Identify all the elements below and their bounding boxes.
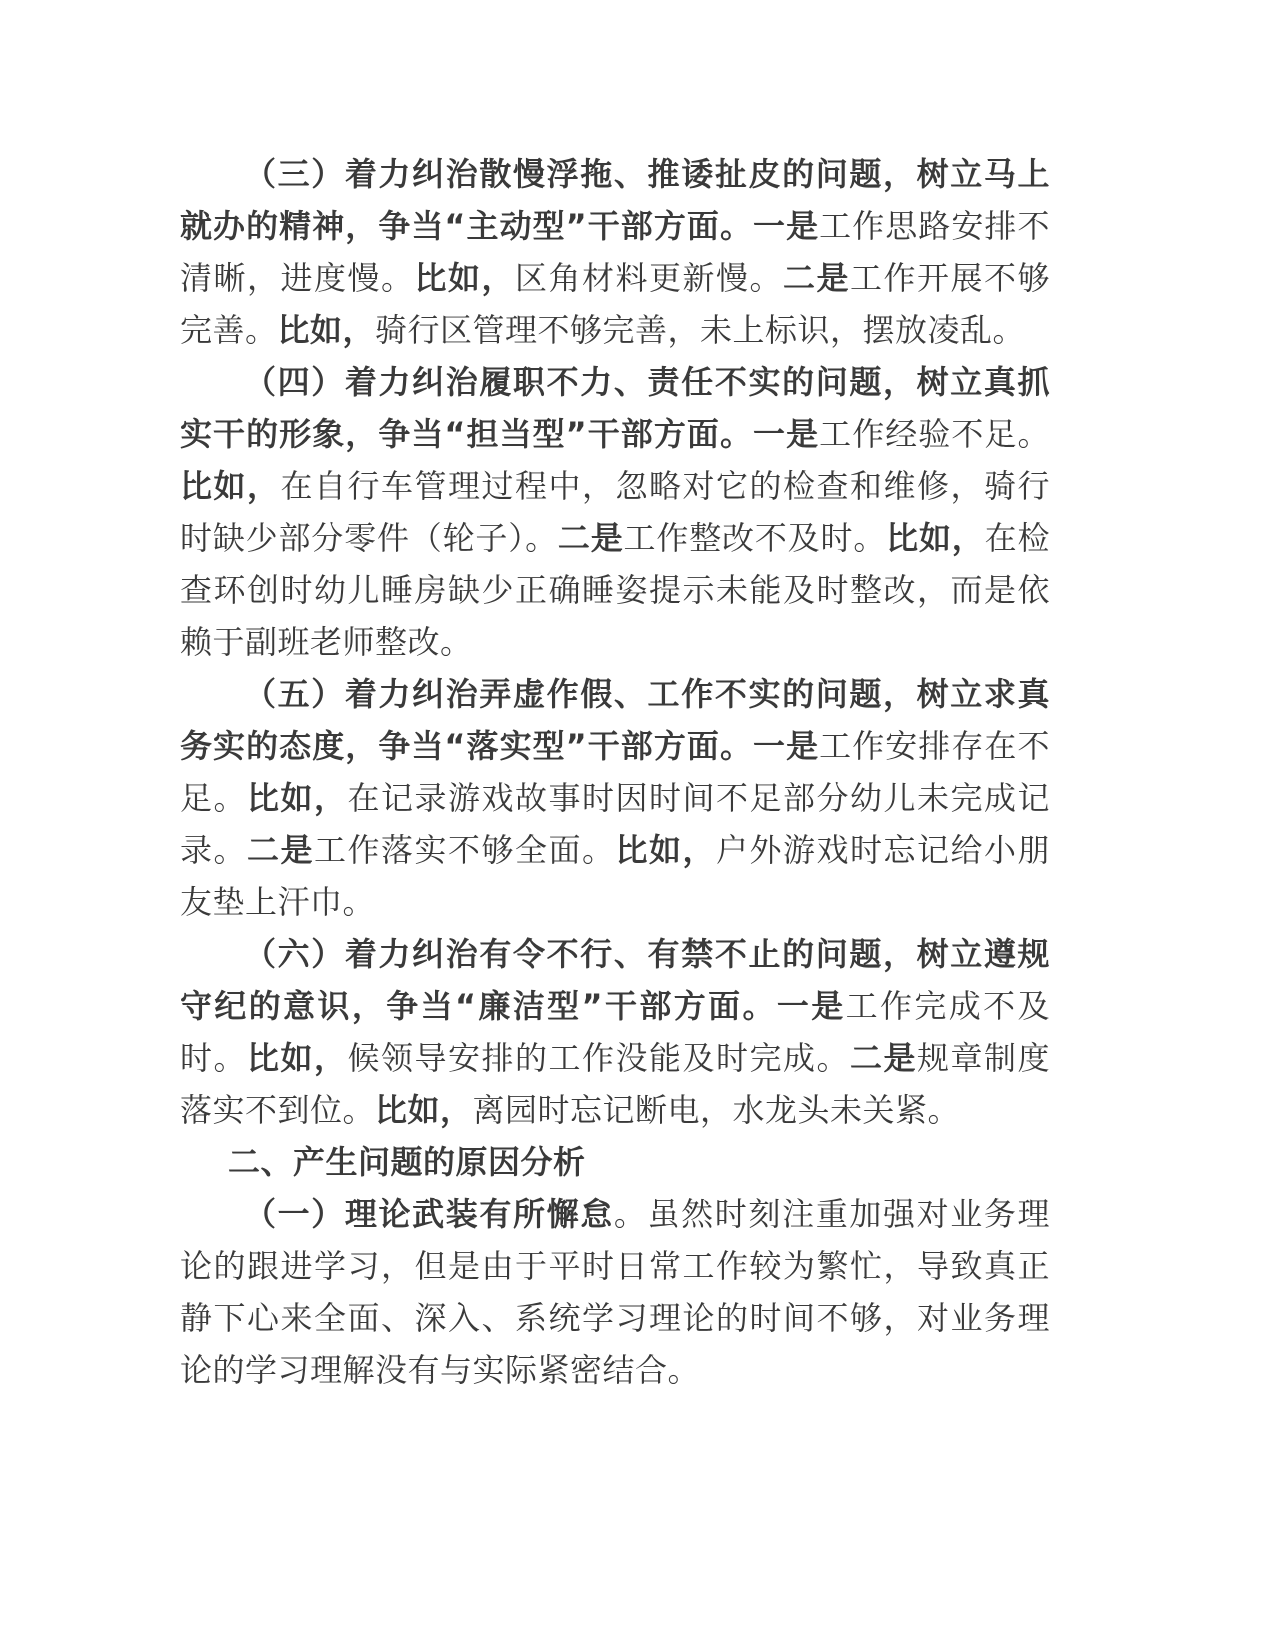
section-3-paragraph: [180, 148, 1050, 356]
example-text: 在检查环创时幼儿睡房缺少正确睡姿提示未能及时整改，而是依赖于副班老师整改。: [180, 519, 1050, 661]
section-4-paragraph: [180, 356, 1050, 668]
example-label: 比如，: [277, 311, 376, 349]
example-label: 比如，: [247, 1039, 348, 1077]
example-label: 比如，: [886, 519, 985, 557]
point-one-label: 一是: [753, 415, 820, 453]
section-4-title: （四）着力纠治履职不力、责任不实的问题，树立真抓实干的形象，争当“担当型”干部方面。: [180, 363, 1050, 453]
point-one-text: 工作思路安排不清晰，进度慢。: [180, 207, 1050, 297]
point-two-text: 工作开展不够完善。: [180, 259, 1050, 349]
section-6-title: （六）着力纠治有令不行、有禁不止的问题，树立遵规守纪的意识，争当“廉洁型”干部方面。: [180, 935, 1050, 1025]
document-page: [180, 148, 1050, 1396]
cause-1-paragraph: [180, 1188, 1050, 1396]
section-3-title: （三）着力纠治散慢浮拖、推诿扯皮的问题，树立马上就办的精神，争当“主动型”干部方面。: [180, 155, 1050, 245]
point-two-text: 规章制度落实不到位。: [180, 1039, 1050, 1129]
point-one-text: 工作安排存在不足。: [180, 727, 1050, 817]
point-one-text: 工作完成不及时。: [180, 987, 1050, 1077]
point-one-label: 一是: [753, 207, 820, 245]
cause-1-text: 。虽然时刻注重加强对业务理论的跟进学习，但是由于平时日常工作较为繁忙，导致真正静下心来全面、深入、系统学习理论的时间不够，对业务理论的学习理解没有与实际紧密结合。: [180, 1195, 1050, 1389]
section-6-paragraph: [180, 928, 1050, 1136]
point-two-label: 二是: [849, 1039, 917, 1077]
point-two-label: 二是: [782, 259, 850, 297]
point-one-label: 一是: [753, 727, 820, 765]
example-text: 骑行区管理不够完善，未上标识，摆放凌乱。: [375, 311, 1026, 349]
example-label: 比如，: [247, 779, 348, 817]
example-label: 比如，: [414, 259, 515, 297]
point-two-text: 工作落实不够全面。: [314, 831, 616, 869]
point-two-label: 二是: [557, 519, 624, 557]
cause-1-title: （一）理论武装有所懈怠: [244, 1195, 614, 1233]
point-one-text: 工作经验不足。: [819, 415, 1050, 453]
example-label: 比如，: [180, 467, 281, 505]
section-5-title: （五）着力纠治弄虚作假、工作不实的问题，树立求真务实的态度，争当“落实型”干部方面。: [180, 675, 1050, 765]
example-text: 离园时忘记断电，水龙头未关紧。: [472, 1091, 961, 1129]
point-one-label: 一是: [776, 987, 846, 1025]
point-two-label: 二是: [247, 831, 314, 869]
example-label: 比如，: [615, 831, 716, 869]
example-label: 比如，: [375, 1091, 473, 1129]
example-text: 在记录游戏故事时因时间不足部分幼儿未完成记录。: [180, 779, 1050, 869]
example-text: 候领导安排的工作没能及时完成。: [347, 1039, 850, 1077]
section-heading-causes: 二、产生问题的原因分析: [228, 1143, 586, 1181]
point-two-text: 工作整改不及时。: [623, 519, 887, 557]
example-text: 户外游戏时忘记给小朋友垫上汗巾。: [180, 831, 1050, 921]
example-text: 在自行车管理过程中，忽略对它的检查和维修，骑行时缺少部分零件（轮子）。: [180, 467, 1050, 557]
example-text: 区角材料更新慢。: [514, 259, 783, 297]
section-5-paragraph: [180, 668, 1050, 928]
